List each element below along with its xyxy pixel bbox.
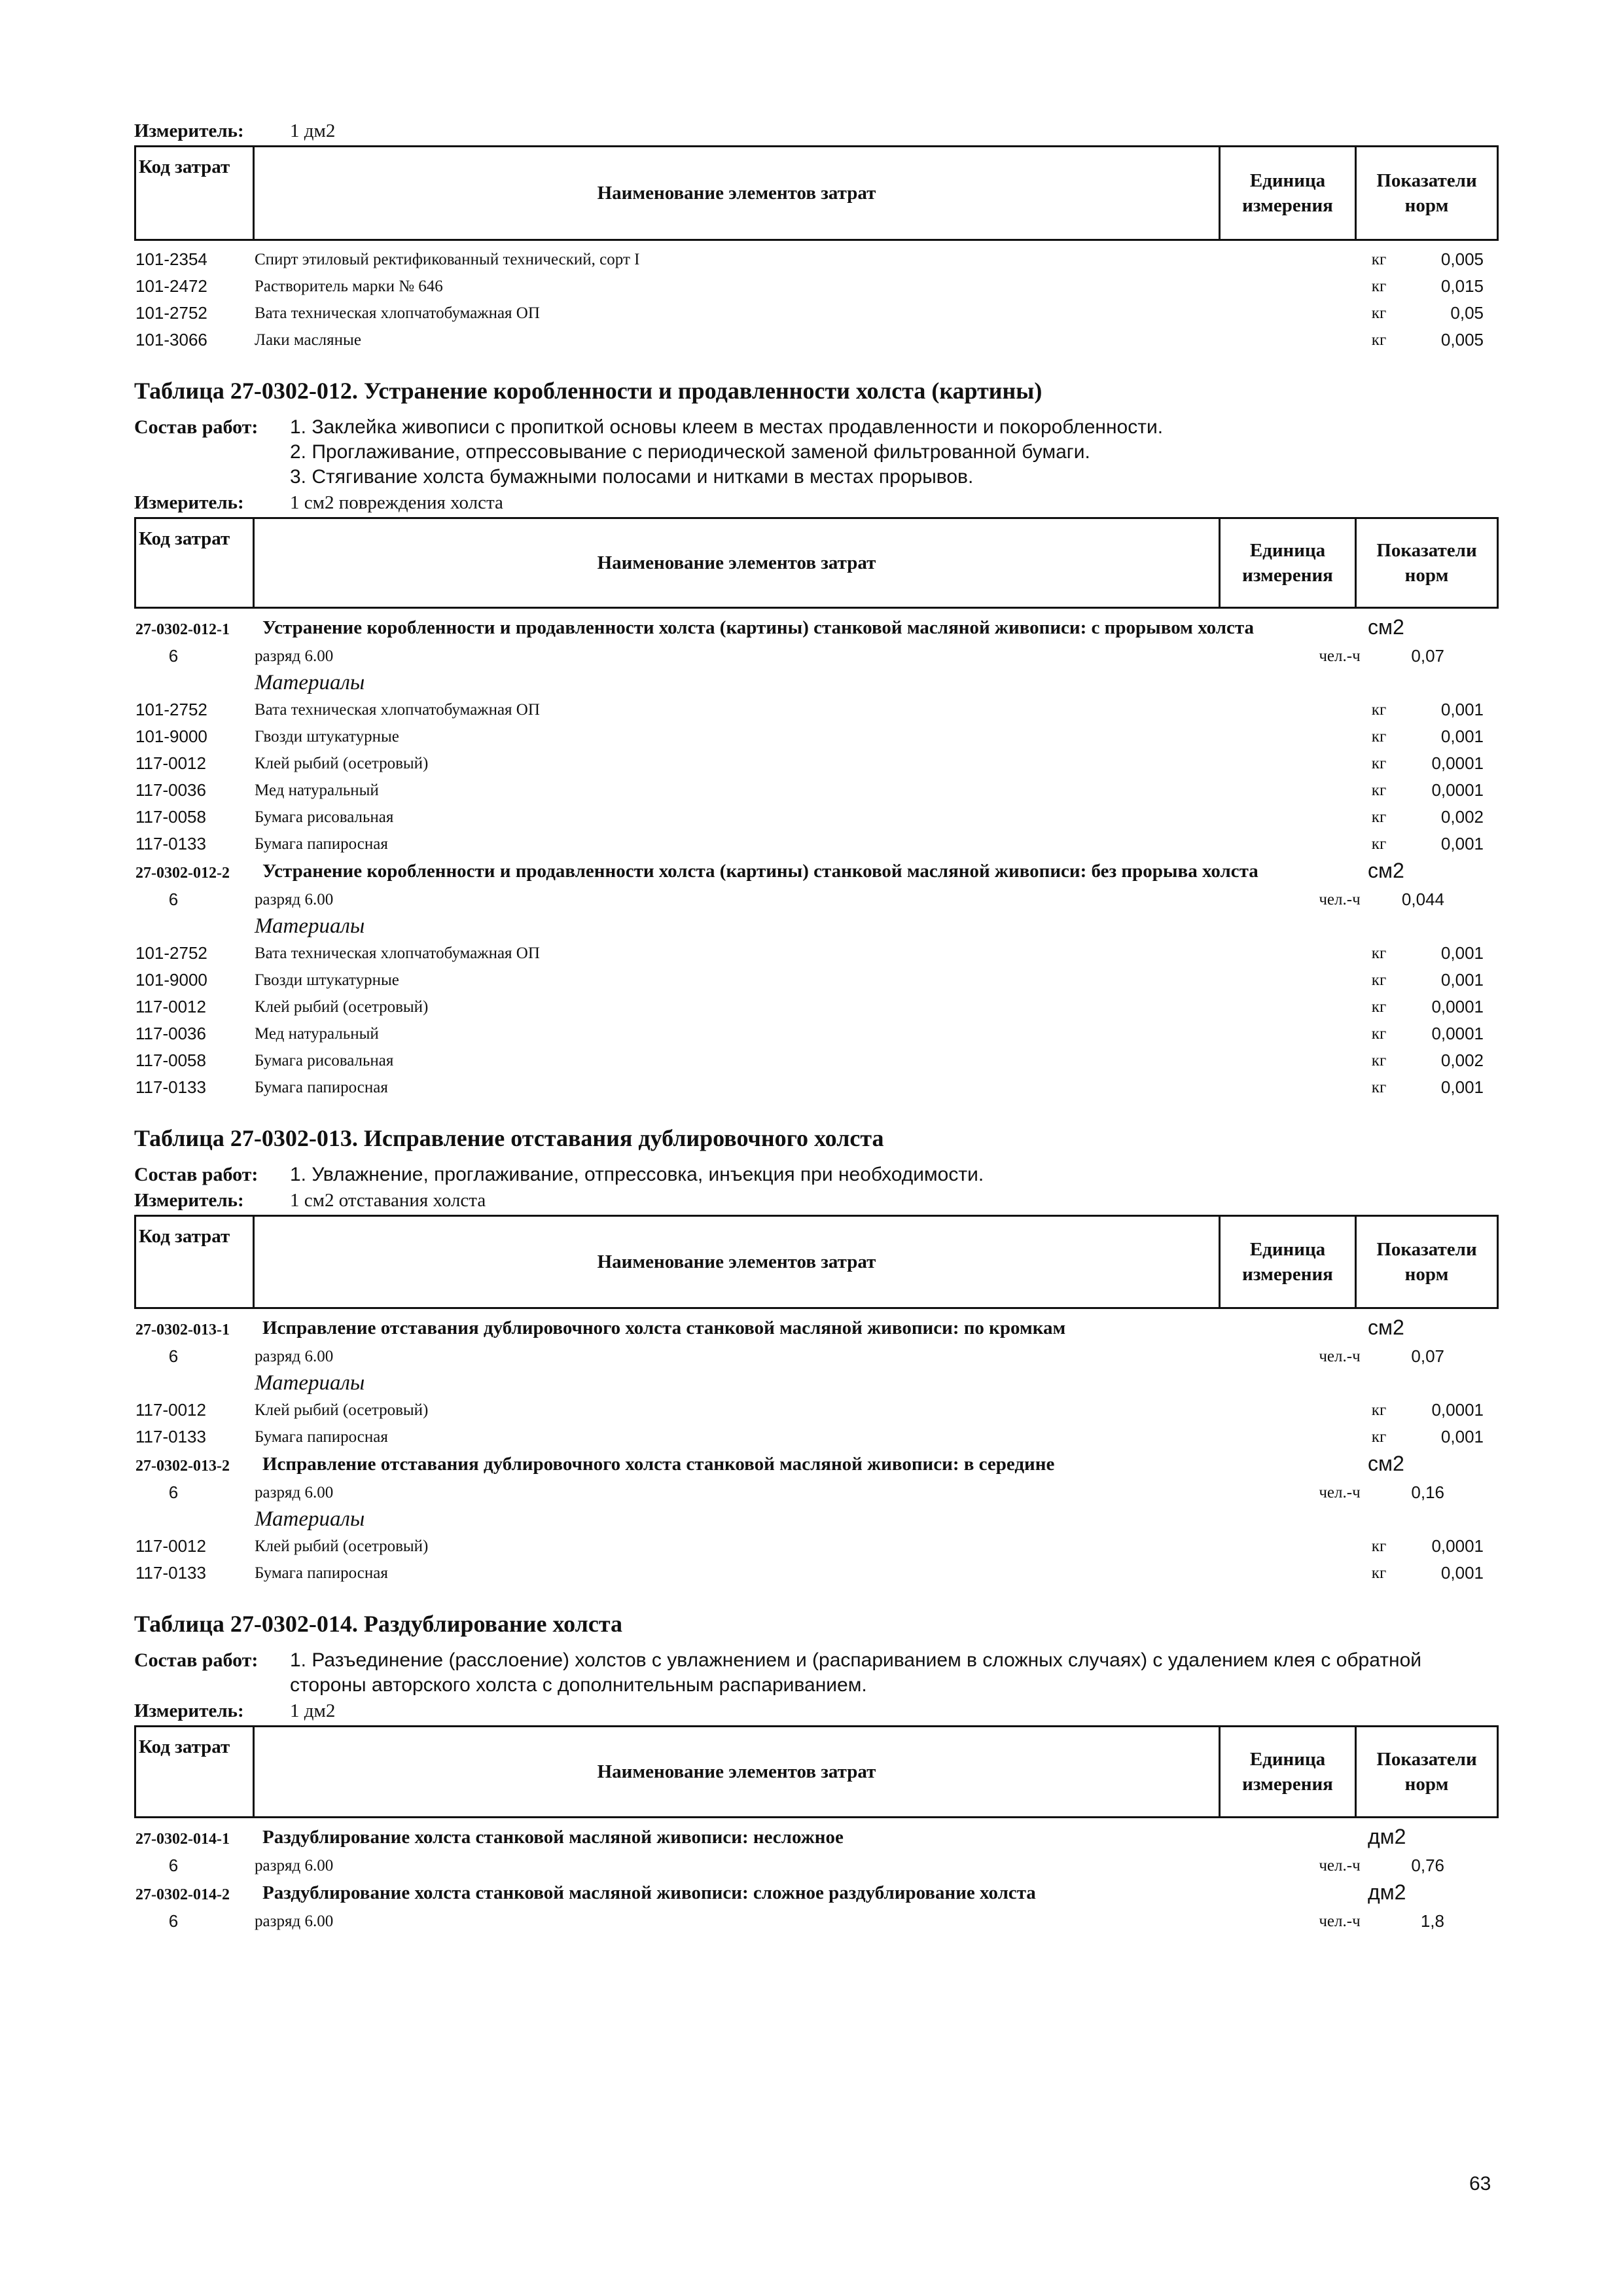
table-row: 117-0012 Клей рыбий (осетровый) кг 0,0001 (135, 1400, 1484, 1420)
work-row: 27-0302-012-1 Устранение коробленности и продавленности холста (картины) станковой масляной живописи: с прорывом холста см2 (135, 615, 1404, 639)
composition-012 (134, 415, 1502, 490)
table-row: 101-2752 Вата техническая хлопчатобумажная ОП кг 0,001 (135, 943, 1484, 963)
grade-row: 6 разряд 6.00 чел.-ч 0,16 (168, 1482, 1444, 1502)
table-row: 117-0133 Бумага папиросная кг 0,001 (135, 1563, 1484, 1583)
table-header: Код затрат Наименование элементов затрат Единица измерения Показатели норм (134, 517, 1499, 609)
work-row: 27-0302-013-2 Исправление отставания дублировочного холста станковой масляной живописи: в середине см2 (135, 1452, 1404, 1475)
work-row: 27-0302-012-2 Устранение коробленности и продавленности холста (картины) станковой масляной живописи: без прорыва холста см2 (135, 859, 1404, 882)
composition-014: Состав работ: 1. Разъединение (расслоение) холстов с увлажнением и (распариванием в сложных случаях) с удалением клея с обратной стороны авторского холста с дополнительным распариванием. (134, 1649, 1422, 1696)
table-row: 117-0012 Клей рыбий (осетровый) кг 0,0001 (135, 997, 1484, 1016)
measure-row: Измеритель: 1 см2 отставания холста (134, 1190, 486, 1211)
col-unit-header: Единица измерения (1220, 147, 1356, 240)
grade-row: 6 разряд 6.00 чел.-ч 1,8 (168, 1911, 1444, 1931)
table-row: 117-0036 Мед натуральный кг 0,0001 (135, 780, 1484, 800)
rows-012 (134, 614, 1502, 1101)
top-rows (134, 246, 1502, 353)
measure-label: Измеритель: (134, 120, 244, 141)
composition-013: Состав работ: 1. Увлажнение, проглаживание, отпрессовка, инъекция при необходимости. (134, 1164, 984, 1185)
table-row: 117-0058 Бумага рисовальная кг 0,002 (135, 807, 1484, 827)
table-header: Код затрат Наименование элементов затрат Единица измерения Показатели норм (134, 1215, 1499, 1309)
table-row: 101-9000 Гвозди штукатурные кг 0,001 (135, 726, 1484, 746)
table-row: 117-0036 Мед натуральный кг 0,0001 (135, 1024, 1484, 1043)
table-title-012: Таблица 27-0302-012. Устранение коробленности и продавленности холста (картины) (134, 378, 1043, 404)
materials-label: Материалы (255, 1371, 365, 1395)
grade-row: 6 разряд 6.00 чел.-ч 0,044 (168, 889, 1444, 909)
table-row: 117-0012 Клей рыбий (осетровый) кг 0,0001 (135, 753, 1484, 773)
page-number: 63 (1469, 2173, 1491, 2195)
table-row: 117-0058 Бумага рисовальная кг 0,002 (135, 1050, 1484, 1070)
table-row: 101-2752 Вата техническая хлопчатобумажная ОП кг 0,001 (135, 700, 1484, 719)
grade-row: 6 разряд 6.00 чел.-ч 0,76 (168, 1856, 1444, 1875)
table-title-013: Таблица 27-0302-013. Исправление отставания дублировочного холста (134, 1125, 884, 1151)
table-header (134, 145, 1499, 241)
composition-label: Состав работ: (134, 416, 259, 438)
table-row: 101-3066 Лаки масляные кг 0,005 (135, 330, 1484, 350)
table-row: 117-0133 Бумага папиросная кг 0,001 (135, 1427, 1484, 1446)
grade-row: 6 разряд 6.00 чел.-ч 0,07 (168, 1346, 1444, 1366)
materials-label: Материалы (255, 671, 365, 694)
col-norm-header: Показатели норм (1356, 147, 1498, 240)
table-row: 117-0133 Бумага папиросная кг 0,001 (135, 834, 1484, 853)
table-row: 117-0133 Бумага папиросная кг 0,001 (135, 1077, 1484, 1097)
grade-row: 6 разряд 6.00 чел.-ч 0,07 (168, 646, 1444, 666)
work-row: 27-0302-014-2 Раздублирование холста станковой масляной живописи: сложное раздублирование холста дм2 (135, 1880, 1406, 1904)
table-row: 101-2752 Вата техническая хлопчатобумажная ОП кг 0,05 (135, 303, 1484, 323)
work-row: 27-0302-013-1 Исправление отставания дублировочного холста станковой масляной живописи: по кромкам см2 (135, 1316, 1404, 1339)
table-row: 101-2472 Растворитель марки № 646 кг 0,015 (135, 276, 1484, 296)
measure-value: 1 дм2 (290, 120, 336, 141)
materials-label: Материалы (255, 914, 365, 938)
composition-steps: 1. Заклейка живописи с пропиткой основы клеем в местах продавленности и покоробленности. 2. Проглаживание, отпрессовывание с периодической заменой фильтрованной бумаги. 3. Стягивание холста бумажными полосами и нитками в местах прорывов. (290, 416, 1164, 488)
table-row: 101-9000 Гвозди штукатурные кг 0,001 (135, 970, 1484, 990)
table-header: Код затрат Наименование элементов затрат Единица измерения Показатели норм (134, 1725, 1499, 1818)
col-code-header: Код затрат (135, 147, 254, 240)
rows-014 (134, 1823, 1502, 1935)
measure-row (134, 118, 1502, 144)
work-row: 27-0302-014-1 Раздублирование холста станковой масляной живописи: несложное дм2 (135, 1825, 1406, 1848)
table-title-014: Таблица 27-0302-014. Раздублирование холста (134, 1611, 622, 1637)
measure-row: Измеритель: 1 см2 повреждения холста (134, 492, 503, 513)
table-row: 101-2354 Спирт этиловый ректификованный технический, сорт I кг 0,005 (135, 249, 1484, 269)
rows-013 (134, 1314, 1502, 1587)
table-row: 117-0012 Клей рыбий (осетровый) кг 0,0001 (135, 1536, 1484, 1556)
measure-row: Измеритель: 1 дм2 (134, 1700, 336, 1721)
col-name-header: Наименование элементов затрат (254, 147, 1220, 240)
document-page (134, 118, 1502, 1935)
materials-label: Материалы (255, 1507, 365, 1531)
